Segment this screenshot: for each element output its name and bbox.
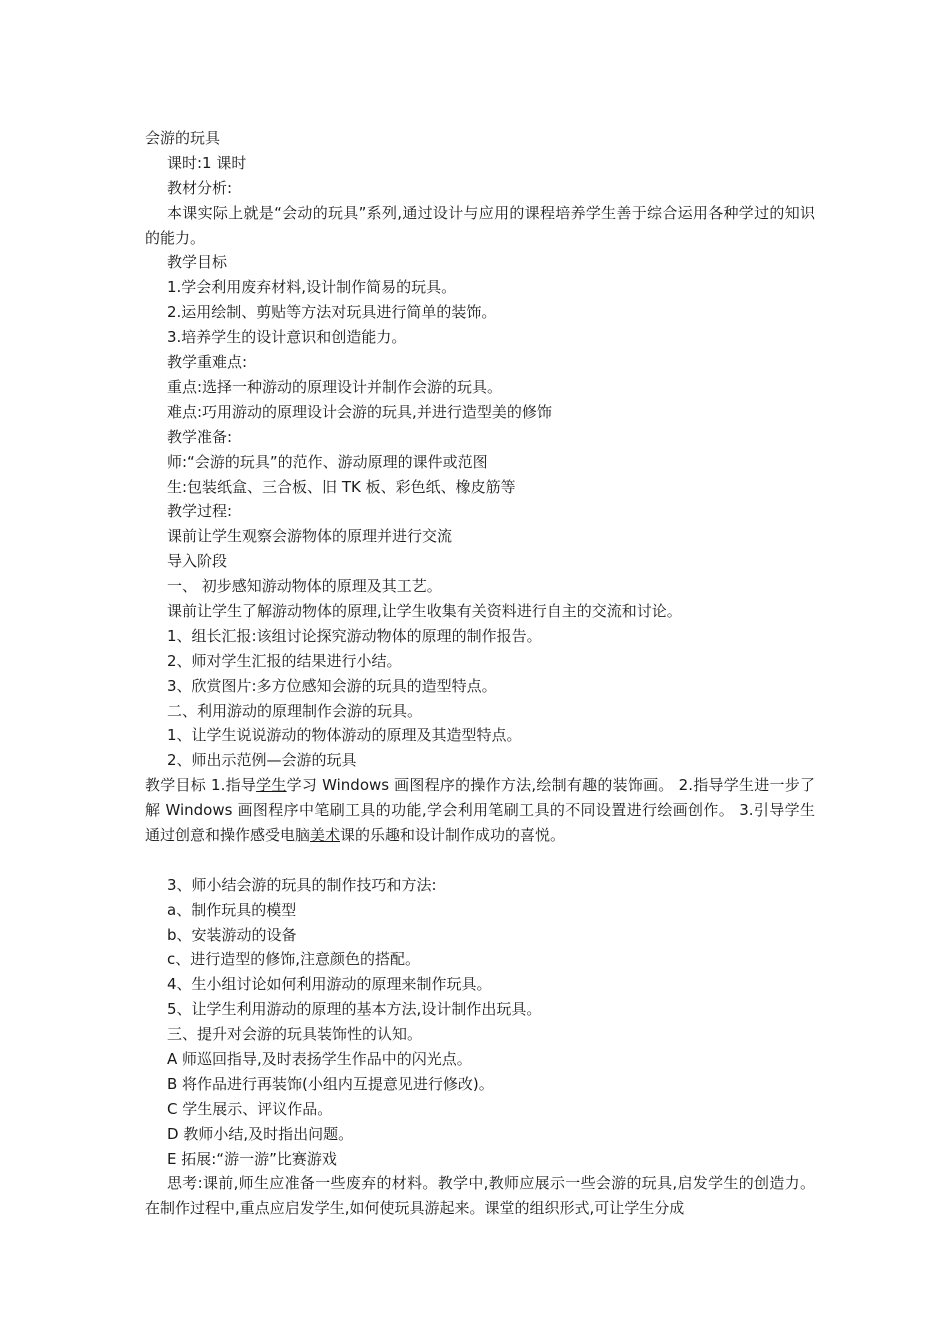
goals-text-3: 课的乐趣和设计制作成功的喜悦。 bbox=[340, 826, 566, 844]
text-line: D 教师小结,及时指出问题。 bbox=[167, 1124, 354, 1143]
text-line: 一、 初步感知游动物体的原理及其工艺。 bbox=[167, 577, 442, 596]
text-line: E 拓展:“游一游”比赛游戏 bbox=[167, 1149, 337, 1168]
text-line: 1、组长汇报:该组讨论探究游动物体的原理的制作报告。 bbox=[167, 626, 542, 645]
goals-text-2: 学习 Windows 画图程序的操作方法,绘制有趣的装饰画。 2.指导学生进一步了解 Windows 画图程序中笔刷工具的功能,学会利用笔刷工具的不同设置进行绘画创作。 3.引导学生通过创意和操作感受电脑 bbox=[145, 776, 815, 844]
text-line: 5、让学生利用游动的原理的基本方法,设计制作出玩具。 bbox=[167, 1000, 542, 1019]
text-line: 1.学会利用废弃材料,设计制作简易的玩具。 bbox=[167, 278, 457, 297]
text-line: 课前让学生观察会游物体的原理并进行交流 bbox=[167, 527, 453, 546]
lesson-hours: 课时:1 课时 bbox=[167, 153, 247, 172]
text-line: 导入阶段 bbox=[167, 552, 228, 571]
text-line: 课前让学生了解游动物体的原理,让学生收集有关资料进行自主的交流和讨论。 bbox=[167, 601, 682, 620]
text-line: 3、师小结会游的玩具的制作技巧和方法: bbox=[167, 875, 437, 894]
goals-paragraph bbox=[145, 773, 815, 848]
text-line: 难点:巧用游动的原理设计会游的玩具,并进行造型美的修饰 bbox=[167, 402, 552, 421]
intro-paragraph: 本课实际上就是“会动的玩具”系列,通过设计与应用的课程培养学生善于综合运用各种学过的知识的能力。 bbox=[145, 203, 815, 247]
text-line: 师:“会游的玩具”的范作、游动原理的课件或范图 bbox=[167, 452, 488, 471]
text-line: 4、生小组讨论如何利用游动的原理来制作玩具。 bbox=[167, 975, 492, 994]
text-line: 重点:选择一种游动的原理设计并制作会游的玩具。 bbox=[167, 377, 503, 396]
doc-title: 会游的玩具 bbox=[145, 129, 221, 147]
text-line: 2、师对学生汇报的结果进行小结。 bbox=[167, 651, 402, 670]
reflection-paragraph: 思考:课前,师生应准备一些废弃的材料。教学中,教师应展示一些会游的玩具,启发学生的创造力。在制作过程中,重点应启发学生,如何使玩具游起来。课堂的组织形式,可让学生分成 bbox=[145, 1174, 815, 1218]
text-line: C 学生展示、评议作品。 bbox=[167, 1099, 333, 1118]
text-line: 生:包装纸盒、三合板、旧 TK 板、彩色纸、橡皮筋等 bbox=[167, 477, 516, 496]
goals-text-1: 教学目标 1.指导 bbox=[145, 776, 257, 795]
text-line: 2.运用绘制、剪贴等方法对玩具进行简单的装饰。 bbox=[167, 303, 497, 322]
text-line: c、进行造型的修饰,注意颜色的搭配。 bbox=[167, 950, 421, 969]
text-line: a、制作玩具的模型 bbox=[167, 900, 297, 919]
text-line: 二、利用游动的原理制作会游的玩具。 bbox=[167, 701, 423, 720]
text-line: 1、让学生说说游动的物体游动的原理及其造型特点。 bbox=[167, 726, 522, 745]
text-line: 三、提升对会游的玩具装饰性的认知。 bbox=[167, 1025, 423, 1044]
link-art[interactable]: 美术 bbox=[310, 826, 341, 844]
material-analysis-heading: 教材分析: bbox=[167, 178, 233, 197]
blank-line bbox=[145, 848, 815, 873]
text-line: 教学准备: bbox=[167, 427, 233, 446]
text-line: 教学过程: bbox=[167, 502, 233, 521]
text-line: 教学重难点: bbox=[167, 353, 248, 372]
text-line: 2、师出示范例—会游的玩具 bbox=[167, 751, 357, 770]
text-line: 3、欣赏图片:多方位感知会游的玩具的造型特点。 bbox=[167, 676, 497, 695]
text-line: b、安装游动的设备 bbox=[167, 925, 297, 944]
document-page bbox=[145, 126, 815, 1221]
text-line: A 师巡回指导,及时表扬学生作品中的闪光点。 bbox=[167, 1050, 472, 1069]
text-line: 3.培养学生的设计意识和创造能力。 bbox=[167, 328, 407, 347]
link-students[interactable]: 学生 bbox=[256, 776, 287, 795]
text-line: 教学目标 bbox=[167, 253, 228, 272]
text-line: B 将作品进行再装饰(小组内互提意见进行修改)。 bbox=[167, 1074, 494, 1093]
